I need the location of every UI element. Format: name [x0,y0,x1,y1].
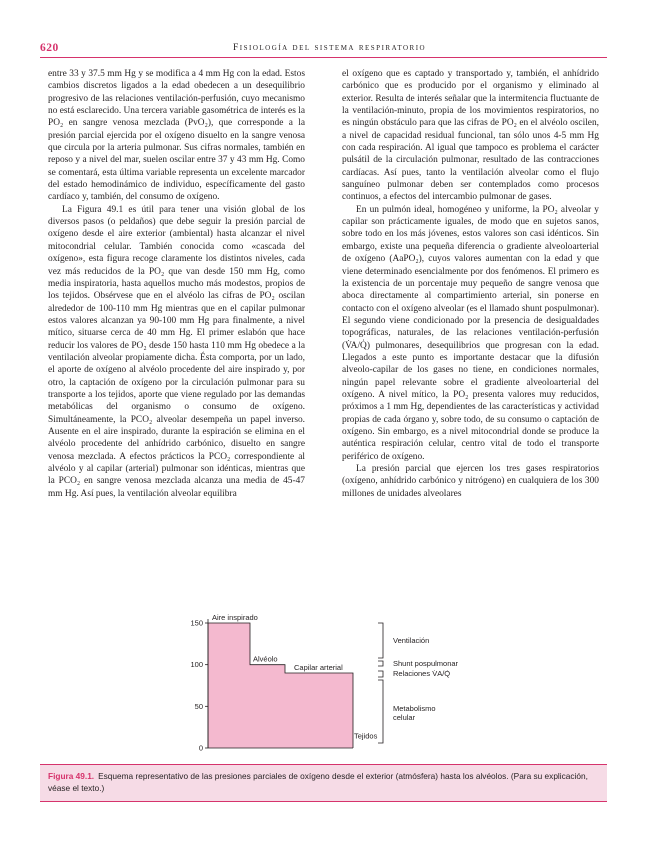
y-tick-label: 150 [190,618,203,628]
step-label: Aire inspirado [212,613,258,622]
y-tick-label: 100 [190,660,203,670]
page-number: 620 [40,42,59,54]
step-label: Tejidos [354,731,378,741]
y-tick-label: 0 [198,743,203,753]
header-rule [40,57,607,58]
right-column [342,68,599,500]
shunt-bracket [378,661,383,666]
paragraph: En un pulmón ideal, homogéneo y uniforme, la PO₂ alveolar y capilar son prácticamente iguales, de modo que en sujetos sanos, sobre todo en los más jóvenes, estos valores son casi idénticos. Sin embargo, existe una pequeña diferencia o gradiente alveoloarterial de oxígeno (AaPO₂), cuyos valores aumentan con la edad y que viene determinado esencialmente por dos fenómenos. El primero es la existencia de un porcentaje muy pequeño de sangre venosa que aboca directamente al compartimiento arterial, sin ponerse en contacto con el oxígeno alveolar (es el llamado shunt pospulmonar). El segundo viene condicionado por la presencia de desigualdades topográficas, naturales, de las relaciones ventilación-perfusión (V̇A/Q̇) pulmonares, desequilibrios que progresan con la edad. Llegados a este punto es importante destacar que la difusión alveolo-capilar de los gases no tiene, en condiciones normales, ningún papel relevante sobre el gradiente alveoloarterial del oxígeno. A nivel mítico, la PO₂ presenta valores muy reducidos, próximos a 1 mm Hg, dependientes de las características y actividad propias de cada órgano y, sobre todo, de su consumo o captación de oxígeno. Sin embargo, es a nivel mitocondrial donde se produce la auténtica respiración celular, centro vital de todo el transporte periférico de oxígeno. [342,204,599,462]
paragraph: el oxígeno que es captado y transportado y, también, el anhídrido carbónico que es producido por el organismo y eliminado al exterior. Resulta de interés señalar que la intermitencia fluctuante de la ventilación-minuto, propia de los movimientos respiratorios, no es ningún obstáculo para que las cifras de PO₂ en el alvéolo oscilen, a nivel de capacidad residual funcional, tan sólo unos 4-5 mm Hg con cada respiración. Al igual que tampoco es problema el carácter pulsátil de la circulación pulmonar, resultado de las contracciones cardíacas. Así pues, tanto la ventilación alveolar como el flujo sanguíneo pulmonar deben ser contemplados como procesos continuos, a efectos del intercambio pulmonar de gases. [342,69,599,203]
cascade-area [208,623,353,748]
figure-label: Figura 49.1. [48,771,95,781]
ventilation-label: Ventilación [393,636,430,645]
metabolism-label-line1: Metabolismo [393,704,436,713]
ventilation-bracket [378,623,383,658]
figure-caption-band [40,764,607,802]
step-label: Capilar arterial [294,663,343,672]
oxygen-cascade-chart [150,608,480,758]
figure-caption [48,770,600,794]
caption-text: Esquema representativo de las presiones parciales de oxígeno desde el exterior (atmósfera) hasta los alvéolos. (Para su explicación, véase el texto.) [48,771,588,793]
running-title: Fisiología del sistema respiratorio [233,43,427,53]
metabolism-label-line2: celular [393,713,416,722]
metabolism-bracket [378,680,383,743]
step-label: Alvéolo [253,654,278,664]
relations-bracket [378,671,383,677]
relations-label: Relaciones V̇A/Q̇ [393,669,451,678]
paragraph: entre 33 y 37.5 mm Hg y se modifica a 4 mm Hg con la edad. Estos cambios discretos ligados a la edad obedecen a un desequilibrio progresivo de las relaciones ventilación-perfusión, cuyo mecanismo no está esclarecido. Una tercera variable gasométrica de interés es la PO₂ en sangre venosa mezclada (PvO₂), que corresponde a la presión parcial ejercida por el oxígeno disuelto en la sangre venosa que circula por la arteria pulmonar. Sus cifras normales, también en reposo y a nivel del mar, suelen oscilar entre 37 y 43 mm Hg. Como se comentará, esta última variable representa un excelente marcador del estado hemodinámico de individuo, específicamente del gasto cardíaco y, también, del consumo de oxígeno. [48,69,305,203]
y-axis-ticks [190,619,208,753]
paragraph: La Figura 49.1 es útil para tener una visión global de los diversos pasos (o peldaños) que debe seguir la presión parcial de oxígeno desde el aire exterior (ambiental) hasta alcanzar el nivel mitocondrial celular. También conocida como «cascada del oxígeno», esta figura recoge claramente los distintos niveles, cada vez más reducidos de la PO₂ que van desde 150 mm Hg, como media inspiratoria, hasta aquellos mucho más modestos, propios de los tejidos. Obsérvese que en el alvéolo las cifras de PO₂ oscilan alrededor de 100-110 mm Hg mientras que en el capilar pulmonar estos valores alcanzan ya 90-100 mm Hg para finalmente, a nivel mítico, situarse cerca de 40 mm Hg. El primer eslabón que hace reducir los valores de PO₂ desde 150 hasta 110 mm Hg obedece a la ventilación alveolar propiamente dicha. Ésta comporta, por un lado, el aporte de oxígeno al alvéolo procedente del aire inspirado y, por otro, la captación de oxígeno por la circulación pulmonar para su transporte a los tejidos, aporte que viene regulado por las demandas metabólicas del organismo o consumo de oxígeno. Simultáneamente, la PCO₂ alveolar desempeña un papel inverso. Ausente en el aire inspirado, durante la espiración se elimina en el alvéolo procedente del anhídrido carbónico, disuelto en sangre venosa mezclada. A efectos prácticos la PCO₂ correspondiente al alvéolo y al capilar (arterial) pulmonar son idénticas, mientras que la PCO₂ en sangre venosa mezclada alcanza una media de 45-47 mm Hg. Así pues, la ventilación alveolar equilibra [48,204,305,499]
paragraph: La presión parcial que ejercen los tres gases respiratorios (oxígeno, anhídrido carbónico y nitrógeno) en cualquiera de los 300 millones de unidades alveolares [342,464,599,499]
y-tick-label: 50 [194,701,203,711]
oxygen-cascade-figure [150,608,480,758]
left-column [48,68,305,500]
page-header [40,42,607,56]
shunt-label: Shunt pospulmonar [393,659,459,668]
